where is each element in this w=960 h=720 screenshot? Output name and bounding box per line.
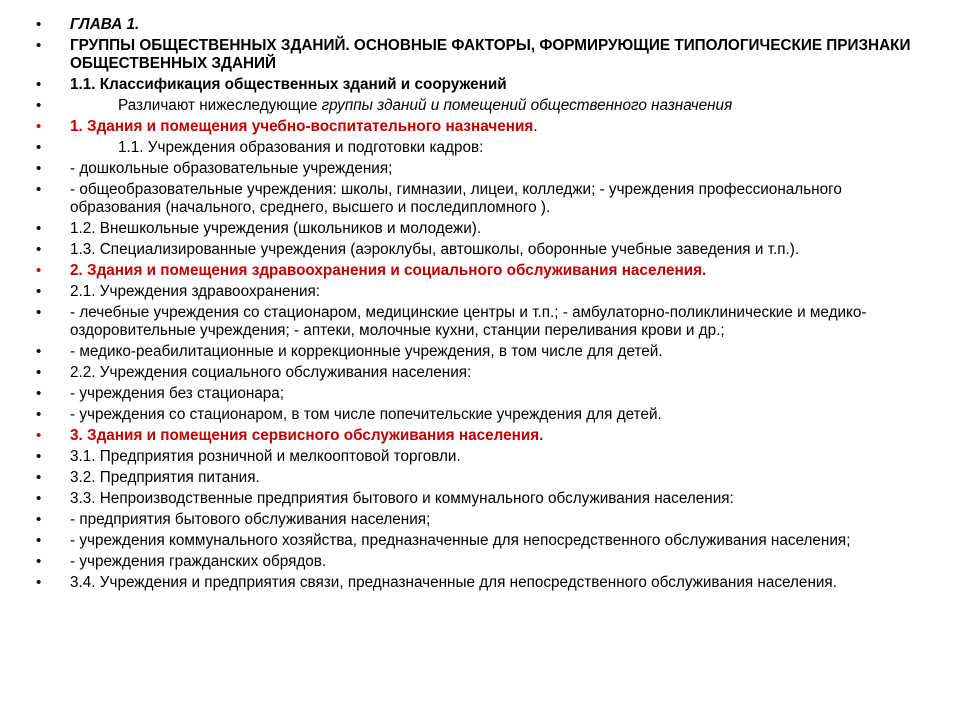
list-item: [36, 406, 926, 424]
group-heading-3: 3. Здания и помещения сервисного обслуживания населения.: [70, 427, 544, 444]
bullet-icon: •: [36, 364, 42, 381]
list-item: [36, 385, 926, 403]
list-item: [36, 364, 926, 382]
bullet-icon: •: [36, 160, 42, 177]
list-item: [36, 427, 926, 445]
bullet-icon: •: [36, 220, 42, 237]
list-item: [36, 511, 926, 529]
bullet-icon: •: [36, 469, 42, 486]
bullet-icon: •: [36, 241, 42, 258]
section-heading: 1.1. Классификация общественных зданий и сооружений: [70, 76, 507, 93]
list-item-text: 3.3. Непроизводственные предприятия бытового и коммунального обслуживания населения:: [70, 490, 734, 507]
bullet-icon: •: [36, 76, 42, 93]
list-item-text: 3.2. Предприятия питания.: [70, 469, 260, 486]
bullet-icon: •: [36, 511, 42, 528]
bullet-icon: •: [36, 181, 42, 198]
bullet-icon: •: [36, 553, 42, 570]
list-item-text: - учреждения без стационара;: [70, 385, 285, 402]
list-item-text: 3.4. Учреждения и предприятия связи, предназначенные для непосредственного обслуживания населения.: [70, 574, 837, 591]
list-item-text: - учреждения со стационаром, в том числе попечительские учреждения для детей.: [70, 406, 662, 423]
list-item-text: 2.2. Учреждения социального обслуживания населения:: [70, 364, 472, 381]
chapter-title: ГЛАВА 1.: [70, 16, 140, 33]
list-item: [36, 469, 926, 487]
list-item-text: 1.2. Внешкольные учреждения (школьников и молодежи).: [70, 220, 482, 237]
list-item-text: - предприятия бытового обслуживания населения;: [70, 511, 431, 528]
list-item: [36, 97, 926, 115]
intro-text: [70, 97, 732, 115]
list-item: [36, 160, 926, 178]
list-item-text: - учреждения гражданских обрядов.: [70, 553, 327, 570]
bullet-icon: •: [36, 97, 42, 114]
bullet-icon: •: [36, 448, 42, 465]
list-item-text: - общеобразовательные учреждения: школы, гимназии, лицеи, колледжи; - учреждения профессионального образования (начального, среднего, высшего и последипломного ).: [70, 181, 842, 216]
group-heading-2: 2. Здания и помещения здравоохранения и социального обслуживания населения.: [70, 262, 707, 279]
bullet-list: [36, 16, 926, 595]
list-item: [36, 37, 926, 73]
list-item: [36, 118, 926, 136]
list-item: [36, 220, 926, 238]
list-item: [36, 574, 926, 592]
bullet-icon: •: [36, 262, 42, 279]
intro-text-italic: группы зданий и помещений общественного назначения: [321, 97, 733, 114]
bullet-icon: •: [36, 283, 42, 300]
list-item-text: - дошкольные образовательные учреждения;: [70, 160, 393, 177]
bullet-icon: •: [36, 385, 42, 402]
bullet-icon: •: [36, 343, 42, 360]
list-item-text: 1.3. Специализированные учреждения (аэроклубы, автошколы, оборонные учебные заведения и т.п.).: [70, 241, 800, 258]
list-item-text: - медико-реабилитационные и коррекционные учреждения, в том числе для детей.: [70, 343, 663, 360]
bullet-icon: •: [36, 532, 42, 549]
list-item-text: 3.1. Предприятия розничной и мелкооптовой торговли.: [70, 448, 461, 465]
list-item-text: 2.1. Учреждения здравоохранения:: [70, 283, 321, 300]
bullet-icon: •: [36, 406, 42, 423]
intro-text-plain: Различают нижеследующие: [118, 97, 322, 114]
list-item: [36, 181, 926, 217]
list-item: [36, 262, 926, 280]
bullet-icon: •: [36, 427, 42, 444]
bullet-icon: •: [36, 37, 42, 54]
bullet-icon: •: [36, 574, 42, 591]
list-item: [36, 490, 926, 508]
group-heading-1: 1. Здания и помещения учебно-воспитательного назначения: [70, 118, 534, 135]
bullet-icon: •: [36, 304, 42, 321]
list-item-text: 1.1. Учреждения образования и подготовки кадров:: [118, 139, 484, 156]
list-item: [36, 532, 926, 550]
list-item: [36, 283, 926, 301]
list-item: [36, 139, 926, 157]
list-item-text: - учреждения коммунального хозяйства, предназначенные для непосредственного обслуживания населения;: [70, 532, 851, 549]
bullet-icon: •: [36, 16, 42, 33]
bullet-icon: •: [36, 139, 42, 156]
list-item: [36, 16, 926, 34]
chapter-heading: ГРУППЫ ОБЩЕСТВЕННЫХ ЗДАНИЙ. ОСНОВНЫЕ ФАКТОРЫ, ФОРМИРУЮЩИЕ ТИПОЛОГИЧЕСКИЕ ПРИЗНАКИ ОБЩЕСТВЕННЫХ ЗДАНИЙ: [70, 37, 911, 72]
list-item: [36, 241, 926, 259]
list-item: [36, 553, 926, 571]
list-item: [36, 304, 926, 340]
list-item: [36, 76, 926, 94]
list-item-text: - лечебные учреждения со стационаром, медицинские центры и т.п.; - амбулаторно-поликлинические и медико-оздоровительные учреждения; - аптеки, молочные кухни, станции переливания крови и др.;: [70, 304, 867, 339]
list-item: [36, 343, 926, 361]
group-heading-1-suffix: .: [533, 118, 538, 135]
bullet-icon: •: [36, 490, 42, 507]
bullet-icon: •: [36, 118, 42, 135]
list-item: [36, 448, 926, 466]
